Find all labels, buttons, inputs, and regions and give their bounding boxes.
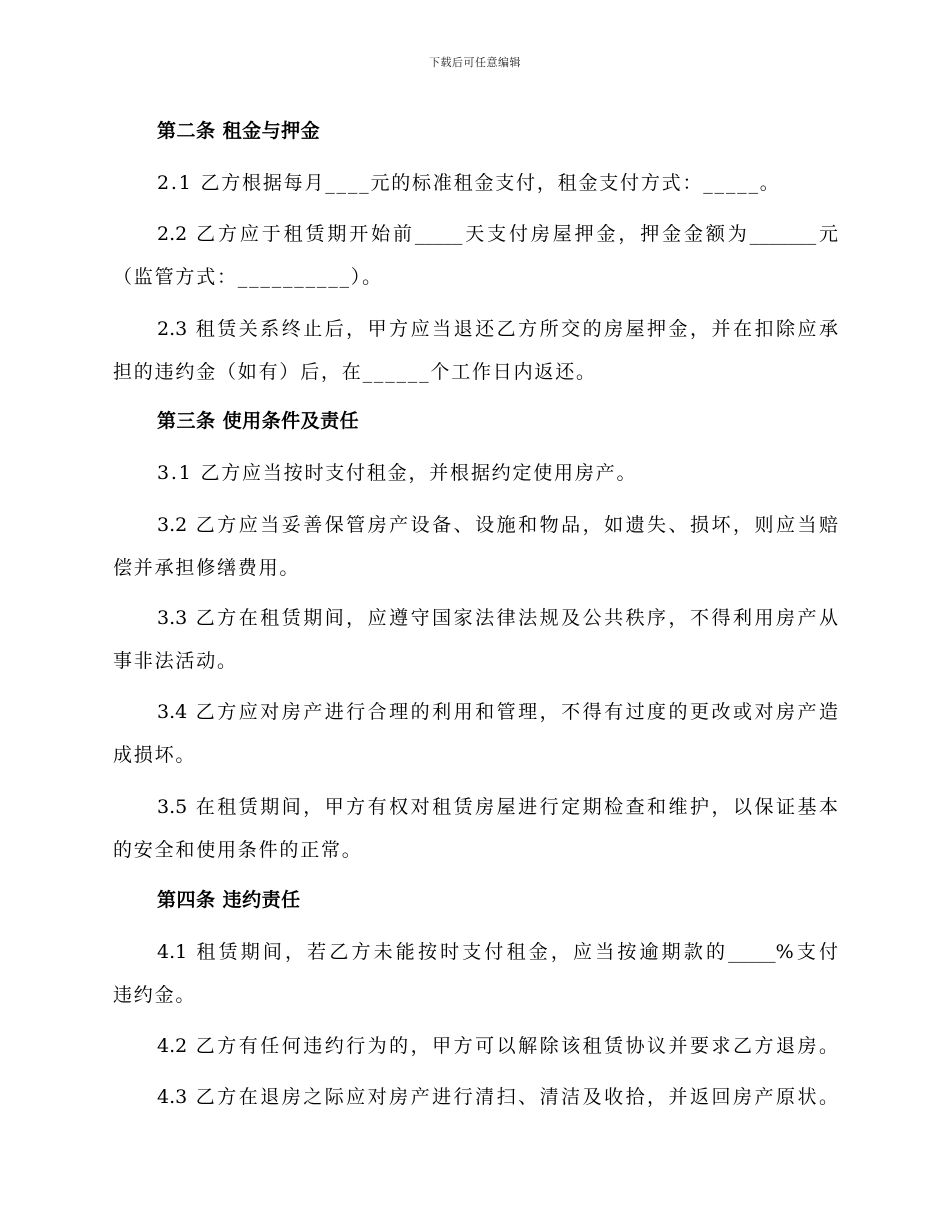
clause-3-1: 3.1 乙方应当按时支付租金，并根据约定使用房产。 (157, 462, 638, 484)
clause-2-2-line-2: （监管方式：__________）。 (113, 266, 383, 288)
clause-4-1-line-2: 违约金。 (113, 984, 197, 1006)
clause-2-2-line-1: 2.2 乙方应于租赁期开始前_____天支付房屋押金，押金金额为_______元 (157, 223, 838, 245)
section-2-title: 第二条 租金与押金 (157, 120, 321, 142)
clause-4-2: 4.2 乙方有任何违约行为的，甲方可以解除该租赁协议并要求乙方退房。 (157, 1035, 838, 1057)
clause-3-3-line-2: 事非法活动。 (113, 650, 238, 672)
clause-3-2-line-2: 偿并承担修缮费用。 (113, 557, 301, 579)
clause-4-3: 4.3 乙方在退房之际应对房产进行清扫、清洁及收拾，并返回房产原状。 (157, 1086, 838, 1108)
clause-2-3-line-2: 担的违约金（如有）后，在______个工作日内返还。 (113, 361, 597, 383)
clause-3-5-line-1: 3.5 在租赁期间，甲方有权对租赁房屋进行定期检查和维护，以保证基本 (157, 796, 838, 818)
clause-3-4-line-2: 成损坏。 (113, 744, 197, 766)
section-3-title: 第三条 使用条件及责任 (157, 410, 360, 432)
clause-4-1-line-1: 4.1 租赁期间，若乙方未能按时支付租金，应当按逾期款的_____%支付 (157, 941, 838, 963)
clause-3-3-line-1: 3.3 乙方在租赁期间，应遵守国家法律法规及公共秩序，不得利用房产从 (157, 607, 838, 629)
page-header-note: 下载后可任意编辑 (429, 56, 521, 69)
clause-2-1: 2.1 乙方根据每月____元的标准租金支付，租金支付方式：_____。 (157, 172, 781, 194)
section-4-title: 第四条 违约责任 (157, 889, 301, 911)
clause-3-4-line-1: 3.4 乙方应对房产进行合理的利用和管理，不得有过度的更改或对房产造 (157, 701, 838, 723)
clause-3-5-line-2: 的安全和使用条件的正常。 (113, 839, 363, 861)
clause-3-2-line-1: 3.2 乙方应当妥善保管房产设备、设施和物品，如遗失、损坏，则应当赔 (157, 514, 838, 536)
clause-2-3-line-1: 2.3 租赁关系终止后，甲方应当退还乙方所交的房屋押金，并在扣除应承 (157, 318, 838, 340)
